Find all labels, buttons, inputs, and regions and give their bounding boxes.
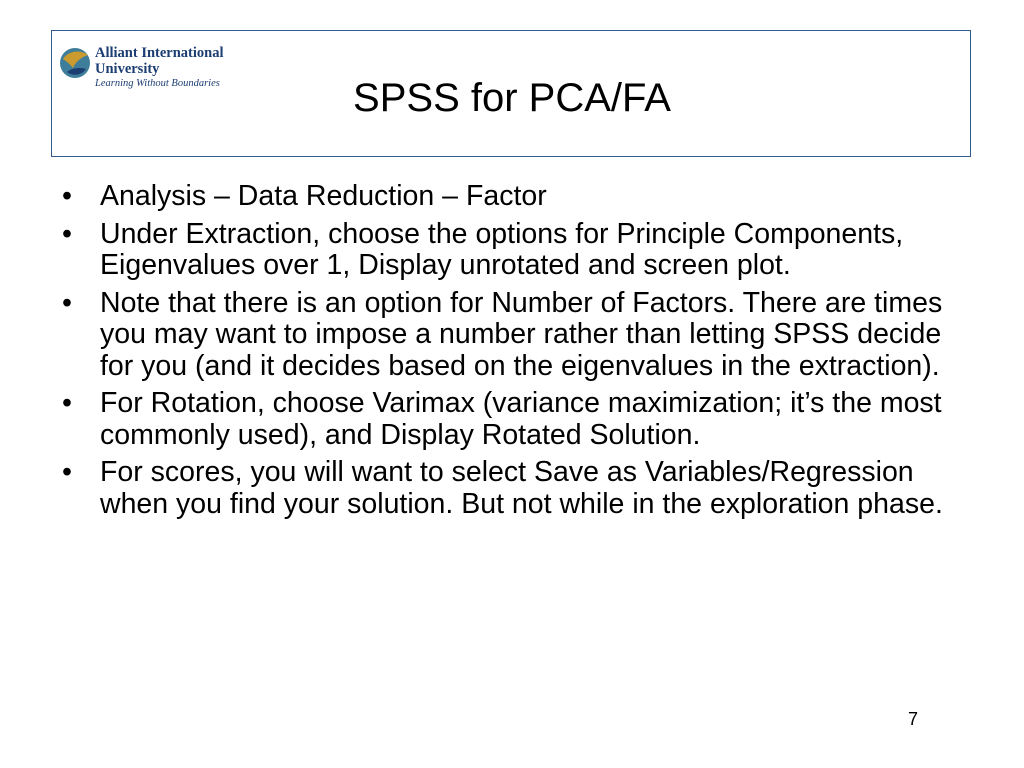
bullet-text: Note that there is an option for Number of Factors. There are times you may want to impose a number rather than letting SPSS decide for you (and it decides based on the eigenvalues in the extraction). bbox=[100, 286, 943, 382]
bullet-item bbox=[58, 388, 968, 451]
bullet-item bbox=[58, 181, 968, 213]
logo-tagline: Learning Without Boundaries bbox=[95, 78, 220, 89]
bullet-item bbox=[58, 288, 968, 383]
logo-line-2: University bbox=[95, 61, 160, 77]
bullet-marker: • bbox=[62, 180, 72, 212]
logo-line-1: Alliant International bbox=[95, 45, 224, 61]
bullet-text: Under Extraction, choose the options for Principle Components, Eigenvalues over 1, Display unrotated and screen plot. bbox=[100, 217, 904, 281]
bullet-marker: • bbox=[62, 217, 72, 250]
slide-title: SPSS for PCA/FA bbox=[353, 76, 671, 120]
page-number: 7 bbox=[908, 709, 919, 729]
bullet-text: For scores, you will want to select Save as Variables/Regression when you find your solution. But not while in the exploration phase. bbox=[100, 456, 943, 520]
bullet-marker: • bbox=[62, 286, 72, 319]
bullet-marker: • bbox=[62, 387, 72, 419]
bullet-text: Analysis – Data Reduction – Factor bbox=[100, 180, 547, 212]
bullet-marker: • bbox=[62, 456, 72, 488]
bullet-item bbox=[58, 219, 968, 282]
bullet-list bbox=[58, 181, 968, 526]
bullet-text: For Rotation, choose Varimax (variance maximization; it’s the most commonly used), and Display Rotated Solution. bbox=[100, 387, 942, 451]
bullet-item bbox=[58, 457, 968, 520]
slide-header bbox=[51, 30, 971, 157]
